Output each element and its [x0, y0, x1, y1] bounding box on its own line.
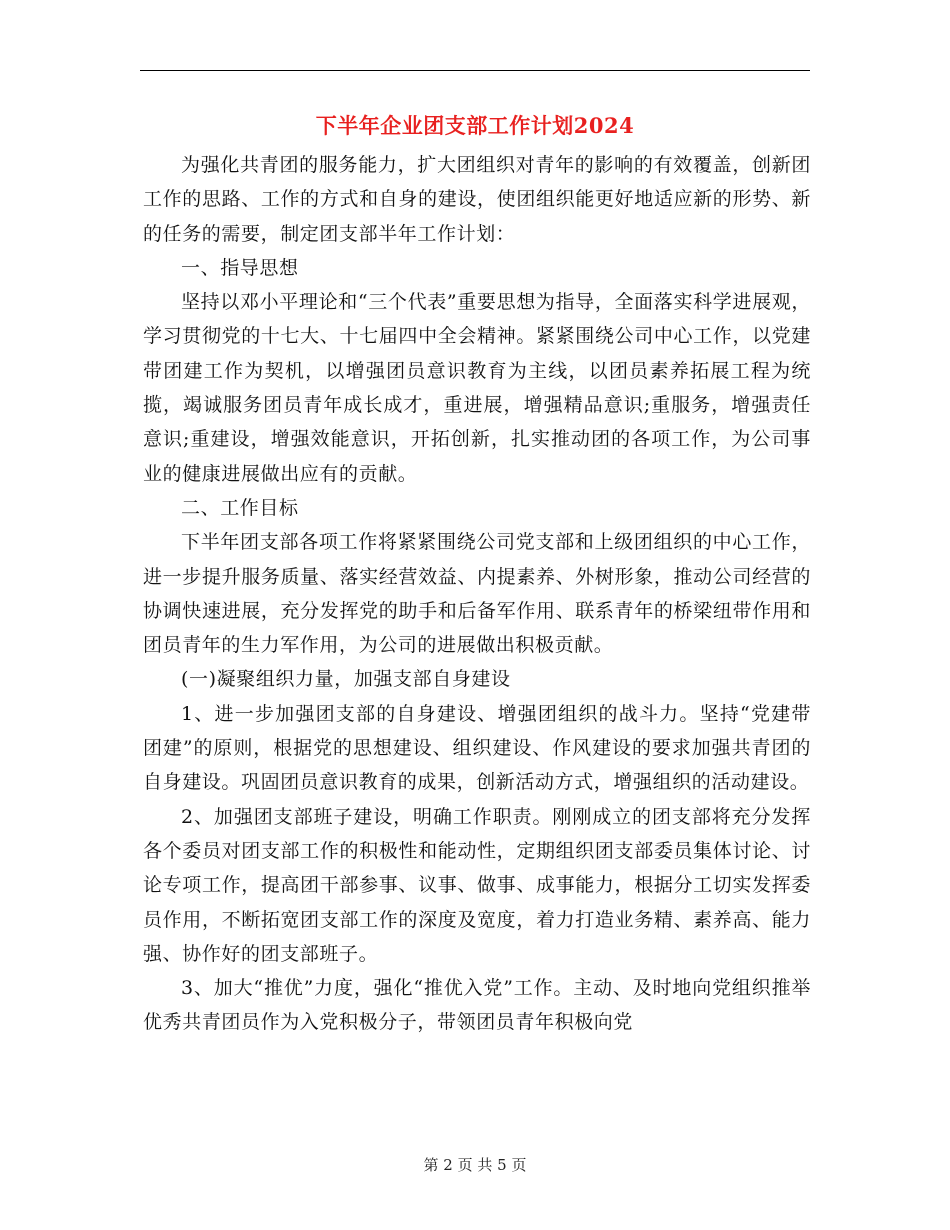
intro-paragraph: 为强化共青团的服务能力，扩大团组织对青年的影响的有效覆盖，创新团工作的思路、工作的方式和自身的建设，使团组织能更好地适应新的形势、新的任务的需要，制定团支部半年工作计划： [143, 154, 811, 245]
section-heading-guiding-thought: 一、指导思想 [181, 256, 299, 279]
document-body [143, 148, 811, 1040]
item-3-paragraph: 3、加大“推优”力度，强化“推优入党”工作。主动、及时地向党组织推举优秀共青团员作为入党积极分子，带领团员青年积极向党 [143, 977, 811, 1034]
document-title: 下半年企业团支部工作计划2024 [315, 113, 635, 138]
subsection-heading-organization: (一)凝聚组织力量，加强支部自身建设 [181, 668, 511, 691]
item-1-paragraph: 1、进一步加强团支部的自身建设、增强团组织的战斗力。坚持“党建带团建”的原则，根据党的思想建设、组织建设、作风建设的要求加强共青团的自身建设。巩固团员意识教育的成果，创新活动方式，增强组织的活动建设。 [143, 702, 811, 794]
header-rule [140, 70, 810, 71]
section-heading-work-goals: 二、工作目标 [181, 496, 299, 519]
guiding-thought-paragraph: 坚持以邓小平理论和“三个代表”重要思想为指导，全面落实科学进展观，学习贯彻党的十七大、十七届四中全会精神。紧紧围绕公司中心工作，以党建带团建工作为契机，以增强团员意识教育为主线，以团员素养拓展工程为统揽，竭诚服务团员青年成长成才，重进展，增强精品意识;重服务，增强责任意识;重建设，增强效能意识，开拓创新，扎实推动团的各项工作，为公司事业的健康进展做出应有的贡献。 [143, 291, 811, 485]
page-indicator: 第 2 页 共 5 页 [423, 1156, 527, 1174]
work-goals-paragraph: 下半年团支部各项工作将紧紧围绕公司党支部和上级团组织的中心工作，进一步提升服务质量、落实经营效益、内提素养、外树形象，推动公司经营的协调快速进展，充分发挥党的助手和后备军作用、联系青年的桥梁纽带作用和团员青年的生力军作用，为公司的进展做出积极贡献。 [143, 531, 811, 657]
item-2-paragraph: 2、加强团支部班子建设，明确工作职责。刚刚成立的团支部将充分发挥各个委员对团支部工作的积极性和能动性，定期组织团支部委员集体讨论、讨论专项工作，提高团干部参事、议事、做事、成事能力，根据分工切实发挥委员作用，不断拓宽团支部工作的深度及宽度，着力打造业务精、素养高、能力强、协作好的团支部班子。 [143, 805, 811, 965]
